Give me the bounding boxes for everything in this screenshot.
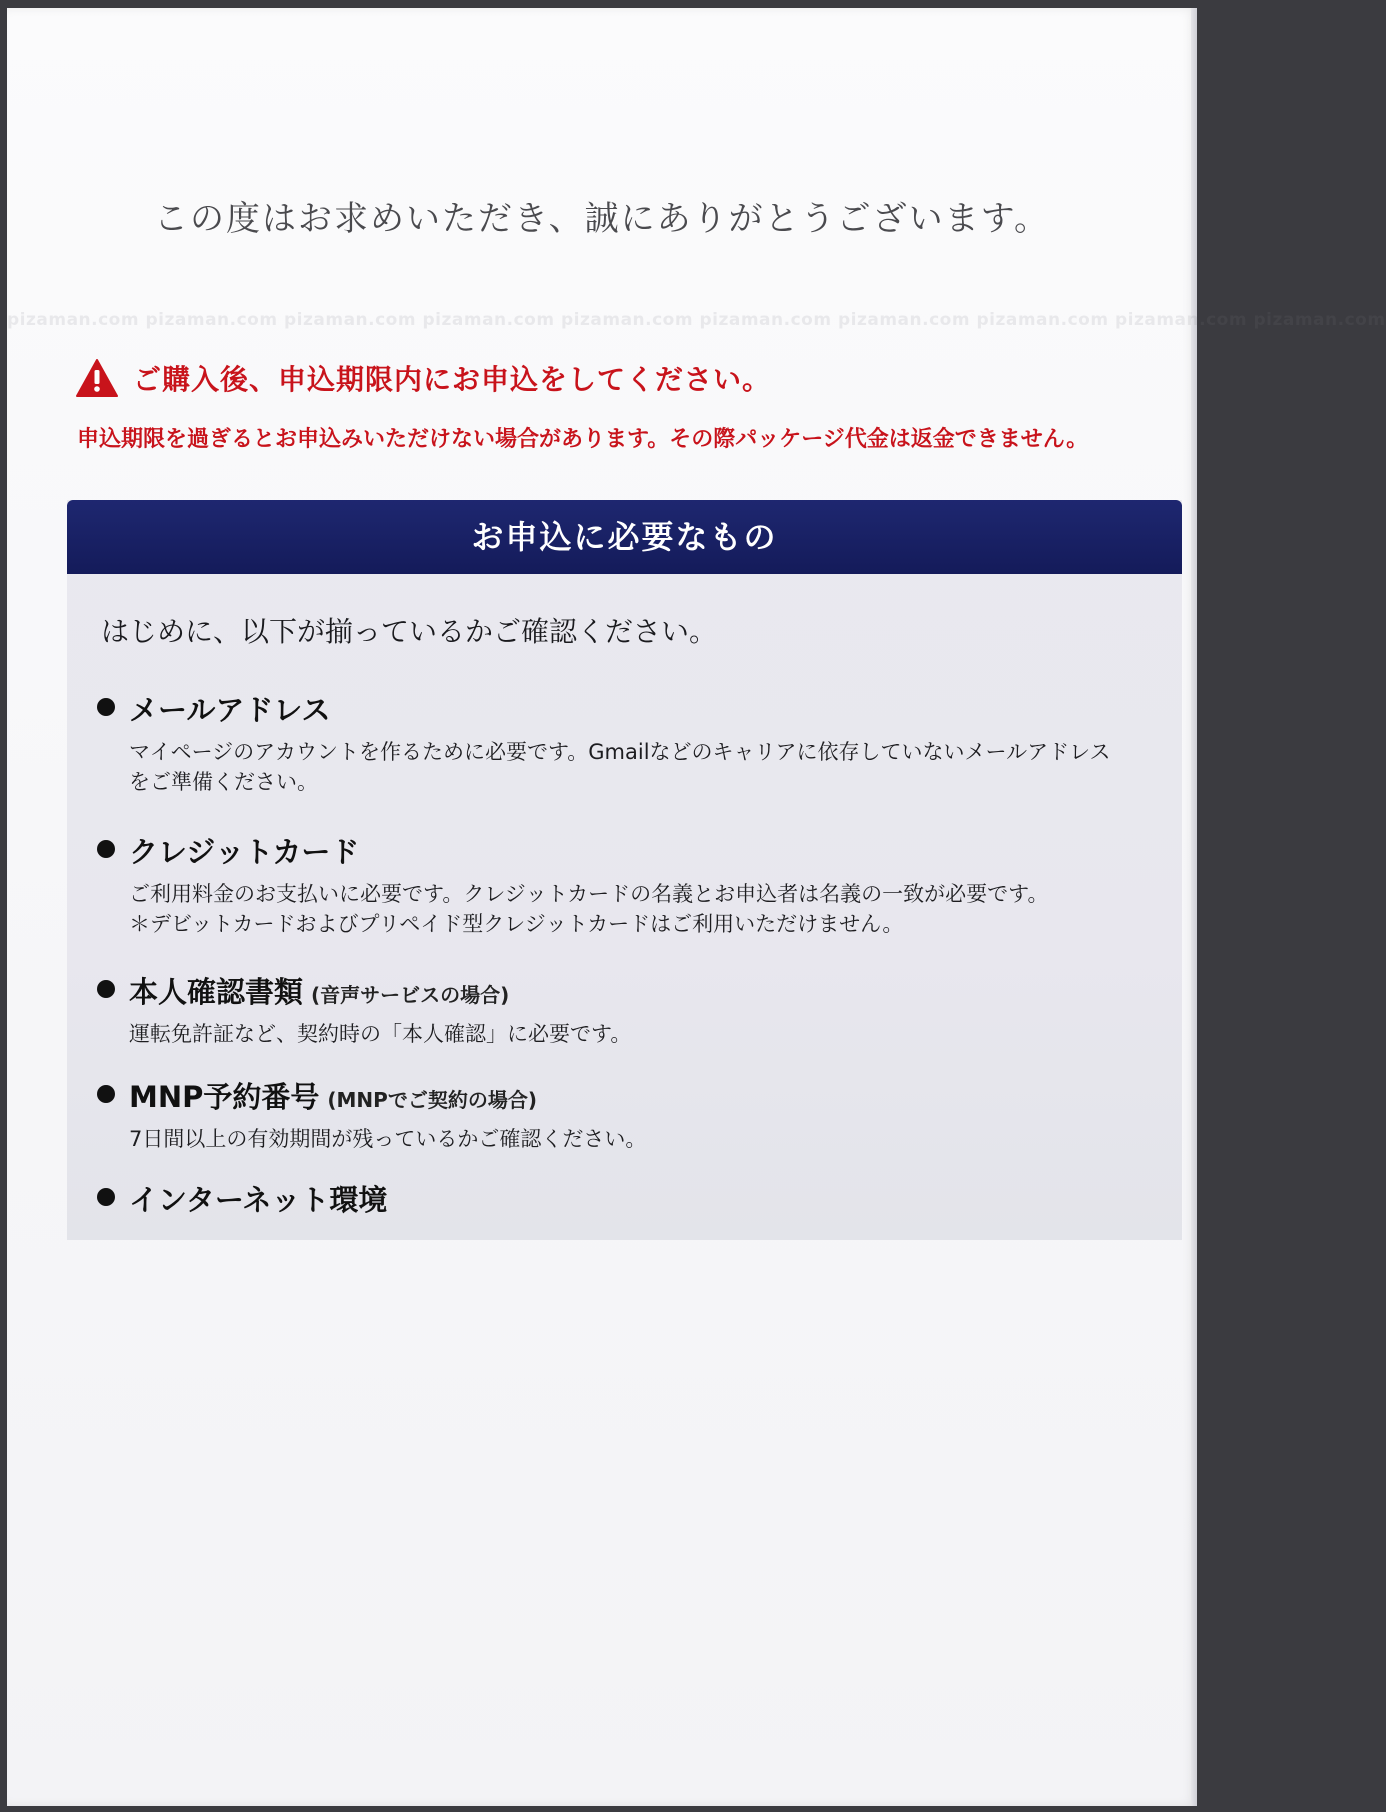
bullet-icon	[97, 1188, 115, 1206]
bullet-icon	[97, 698, 115, 716]
requirements-header: お申込に必要なもの	[67, 500, 1182, 574]
requirement-description	[129, 879, 1157, 939]
warning-row	[75, 356, 771, 400]
requirement-description-line: ＊デビットカードおよびプリペイド型クレジットカードはご利用いただけません。	[129, 912, 904, 936]
requirements-intro: はじめに、以下が揃っているかご確認ください。	[101, 615, 718, 648]
requirement-description	[129, 1019, 1157, 1049]
requirements-box	[67, 500, 1182, 1240]
page-edge	[1191, 8, 1197, 1806]
requirement-title: MNP予約番号	[129, 1080, 320, 1114]
requirement-description-line: をご準備ください。	[129, 770, 318, 794]
requirement-description-line: ご利用料金のお支払いに必要です。クレジットカードの名義とお申込者は名義の一致が必要です。	[129, 882, 1049, 906]
requirement-description-line: 7日間以上の有効期間が残っているかご確認ください。	[129, 1127, 647, 1151]
bullet-icon	[97, 840, 115, 858]
requirement-item-credit-card	[97, 830, 1157, 939]
warning-subtitle: 申込期限を過ぎるとお申込みいただけない場合があります。その際パッケージ代金は返金できません。	[77, 427, 1089, 452]
requirement-title: インターネット環境	[129, 1183, 388, 1217]
requirement-title: クレジットカード	[129, 835, 360, 869]
warning-title: ご購入後、申込期限内にお申込をしてください。	[133, 363, 772, 396]
document-page	[7, 8, 1386, 1806]
requirement-item-email	[97, 688, 1157, 797]
requirement-description-line: マイページのアカウントを作るために必要です。Gmailなどのキャリアに依存していないメールアドレス	[129, 740, 1111, 764]
bullet-icon	[97, 1085, 115, 1103]
requirement-note: (MNPでご契約の場合)	[327, 1088, 537, 1112]
requirement-item-mnp-number	[97, 1075, 1157, 1154]
watermark: pizaman.com pizaman.com pizaman.com pizaman.com pizaman.com pizaman.com pizaman.com pizaman.com pizaman.com pizaman.com	[7, 310, 1386, 330]
requirement-title: 本人確認書類	[129, 975, 304, 1009]
requirement-description	[129, 1124, 1157, 1154]
requirement-description	[129, 737, 1157, 797]
thanks-message: この度はお求めいただき、誠にありがとうございます。	[154, 199, 1050, 239]
requirement-note: (音声サービスの場合)	[311, 983, 510, 1007]
warning-triangle-icon	[75, 358, 119, 398]
requirement-item-internet	[97, 1178, 1157, 1219]
bullet-icon	[97, 980, 115, 998]
requirement-description-line: 運転免許証など、契約時の「本人確認」に必要です。	[129, 1022, 632, 1046]
requirement-item-identity-document	[97, 970, 1157, 1049]
requirement-title: メールアドレス	[129, 693, 331, 727]
